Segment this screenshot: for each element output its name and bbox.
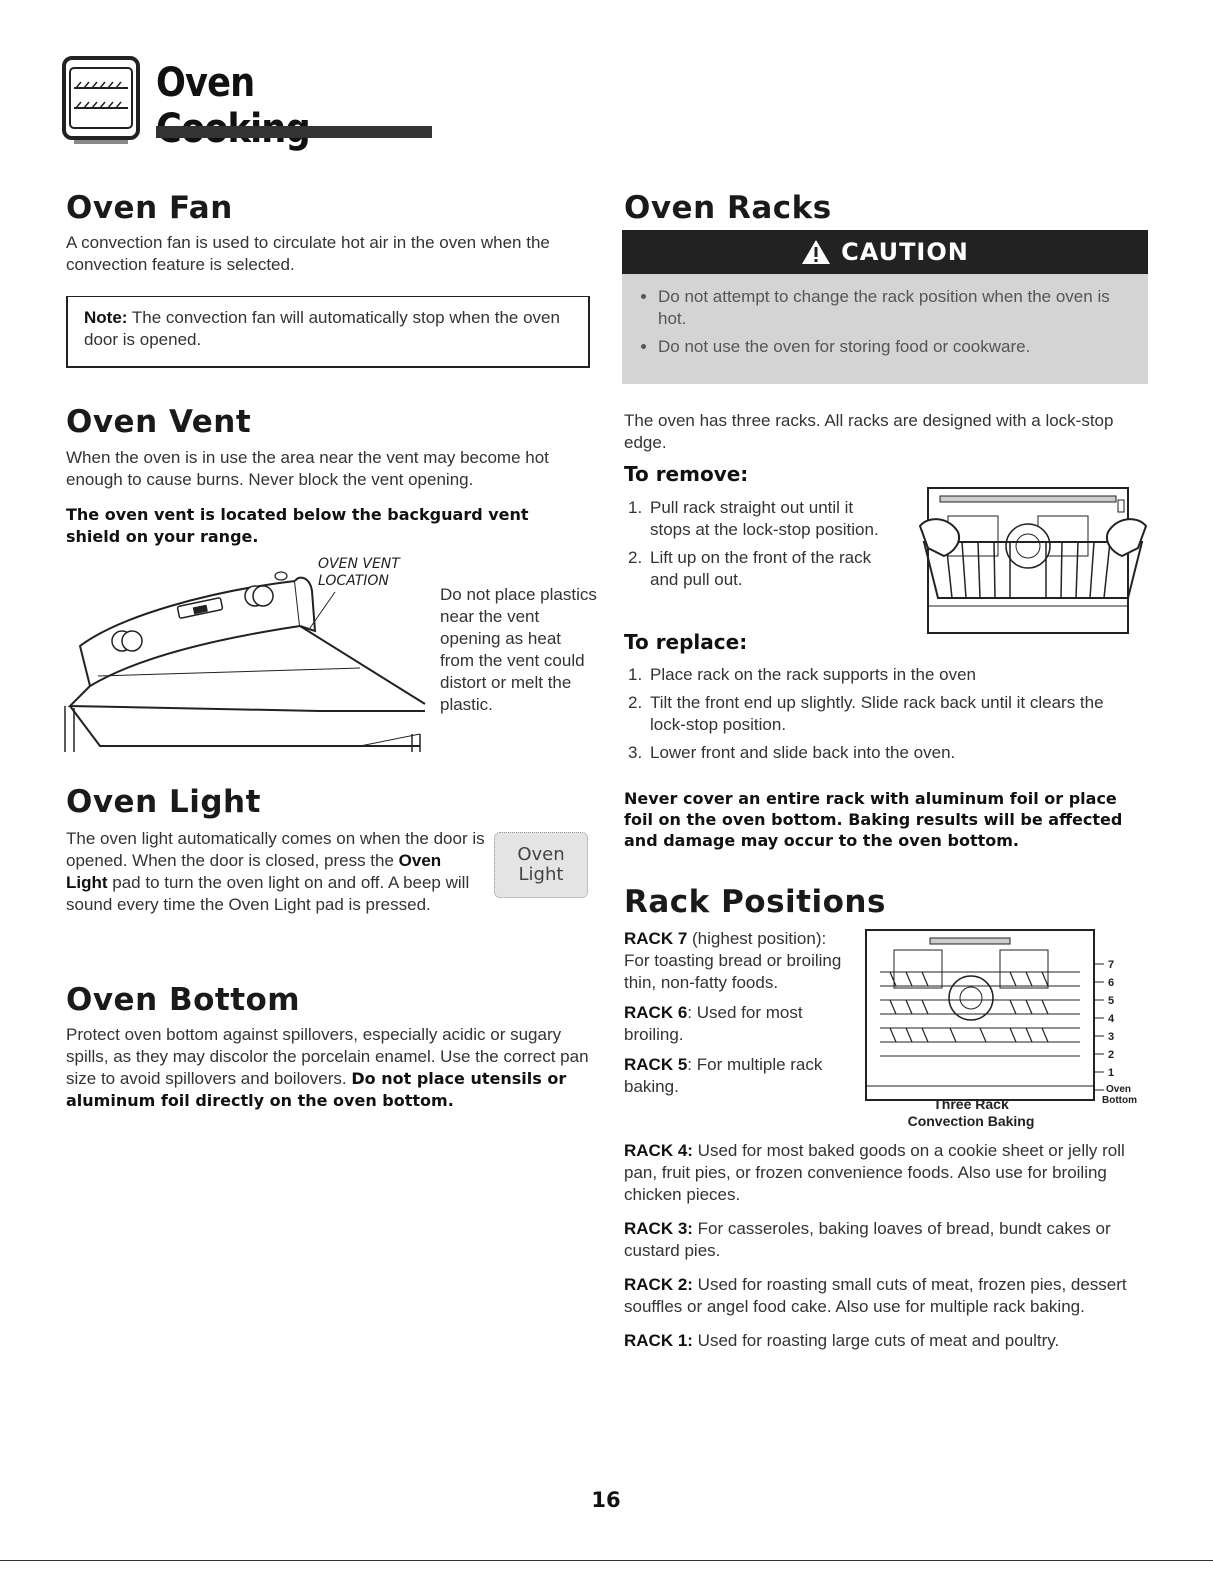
warning-icon: [801, 238, 831, 266]
rack-position-diagram: [860, 928, 1160, 1112]
oven-fan-body: A convection fan is used to circulate hot air in the oven when the convection feature is selected.: [66, 233, 550, 274]
rack5-desc: RACK 5: For multiple rack baking.: [624, 1055, 823, 1096]
oven-bottom-body: Protect oven bottom against spillovers, especially acidic or sugary spills, as they may discolor the porcelain enamel. Use the correct pan size to avoid spillovers and boilovers. Do not place utensils or aluminum foil directly on the oven bottom.: [66, 1025, 589, 1110]
caution-title: CAUTION: [841, 238, 969, 266]
title-underline: [156, 126, 432, 138]
rack-number-label: 2: [1108, 1049, 1115, 1061]
replace-steps: [624, 664, 1144, 770]
rack1-desc: RACK 1: Used for roasting large cuts of meat and poultry.: [624, 1331, 1060, 1350]
rack-positions-top: [624, 928, 856, 1106]
rack-number-label: 7: [1108, 959, 1115, 971]
oven-icon: [60, 54, 144, 146]
oven-light-body: The oven light automatically comes on when the door is opened. When the door is closed, press the Oven Light pad to turn the oven light on and off. A beep will sound every time the Oven Light pad is pressed.: [66, 829, 485, 914]
rack-number-label: 5: [1108, 995, 1115, 1007]
rack-number-label: 6: [1108, 977, 1115, 989]
caution-item: • Do not use the oven for storing food or cookware.: [658, 336, 1130, 358]
page-title: Oven: [156, 60, 255, 106]
caution-header: [622, 230, 1148, 274]
oven-racks-intro: The oven has three racks. All racks are designed with a lock-stop edge.: [624, 411, 1114, 452]
step-item: 1. Place rack on the rack supports in the oven: [628, 665, 977, 684]
foil-warning: Never cover an entire rack with aluminum foil or place foil on the oven bottom. Baking results will be affected and damage may occur to the oven bottom.: [624, 789, 1123, 850]
oven-bottom-label: Bottom: [1102, 1095, 1137, 1106]
oven-vent-heading: Oven Vent: [66, 404, 252, 440]
rack3-desc: RACK 3: For casseroles, baking loaves of bread, bundt cakes or custard pies.: [624, 1219, 1111, 1260]
oven-bottom-heading: Oven Bottom: [66, 982, 301, 1018]
rack6-desc: RACK 6: Used for most broiling.: [624, 1003, 803, 1044]
rack-removal-illustration: [918, 486, 1148, 636]
remove-heading: To remove:: [624, 462, 749, 486]
footer-rule: [0, 1560, 1213, 1561]
note-label: Note:: [84, 308, 128, 327]
rack-number-label: 1: [1108, 1067, 1115, 1079]
oven-racks-heading: Oven Racks: [624, 190, 832, 226]
oven-light-heading: Oven Light: [66, 784, 261, 820]
rack-positions-bottom: [624, 1140, 1144, 1360]
oven-vent-side-text: Do not place plastics near the vent opening as heat from the vent could distort or melt the plastic.: [440, 585, 597, 714]
rack-number-label: 4: [1108, 1013, 1115, 1025]
caution-box: [622, 230, 1148, 384]
rack-number-label: 3: [1108, 1031, 1115, 1043]
replace-heading: To replace:: [624, 630, 748, 654]
remove-steps: [624, 497, 894, 597]
step-item: 1. Pull rack straight out until it stops at the lock-stop position.: [628, 498, 879, 539]
rack-positions-heading: Rack Positions: [624, 884, 886, 920]
step-item: 2. Tilt the front end up slightly. Slide rack back until it clears the lock-stop position.: [628, 693, 1104, 734]
oven-vent-bold-note: The oven vent is located below the backguard vent shield on your range.: [66, 505, 529, 546]
step-item: 3. Lower front and slide back into the oven.: [628, 743, 956, 762]
rack2-desc: RACK 2: Used for roasting small cuts of meat, frozen pies, dessert souffles or angel food cake. Also use for multiple rack baking.: [624, 1275, 1127, 1316]
oven-fan-note: [66, 296, 590, 368]
page-header: [60, 48, 440, 148]
rack-diagram-caption: Three Rack Convection Baking: [907, 1096, 1035, 1129]
rack4-desc: RACK 4: Used for most baked goods on a cookie sheet or jelly roll pan, fruit pies, or frozen convenience foods. Also use for broiling chicken pieces.: [624, 1141, 1125, 1204]
vent-location-label: OVEN VENT LOCATION: [318, 556, 400, 589]
caution-body: [622, 274, 1148, 384]
oven-vent-body: When the oven is in use the area near the vent may become hot enough to cause burns. Never block the vent opening.: [66, 448, 549, 489]
rack7-desc: RACK 7 (highest position): For toasting bread or broiling thin, non-fatty foods.: [624, 929, 842, 992]
page-number: 16: [591, 1488, 621, 1512]
step-item: 2. Lift up on the front of the rack and pull out.: [628, 548, 872, 589]
oven-light-pad: Oven Light: [494, 832, 588, 898]
note-text: The convection fan will automatically stop when the oven door is opened.: [84, 308, 560, 349]
caution-item: • Do not attempt to change the rack position when the oven is hot.: [658, 286, 1130, 330]
oven-bottom-label: Oven: [1106, 1084, 1132, 1095]
oven-fan-heading: Oven Fan: [66, 190, 233, 226]
